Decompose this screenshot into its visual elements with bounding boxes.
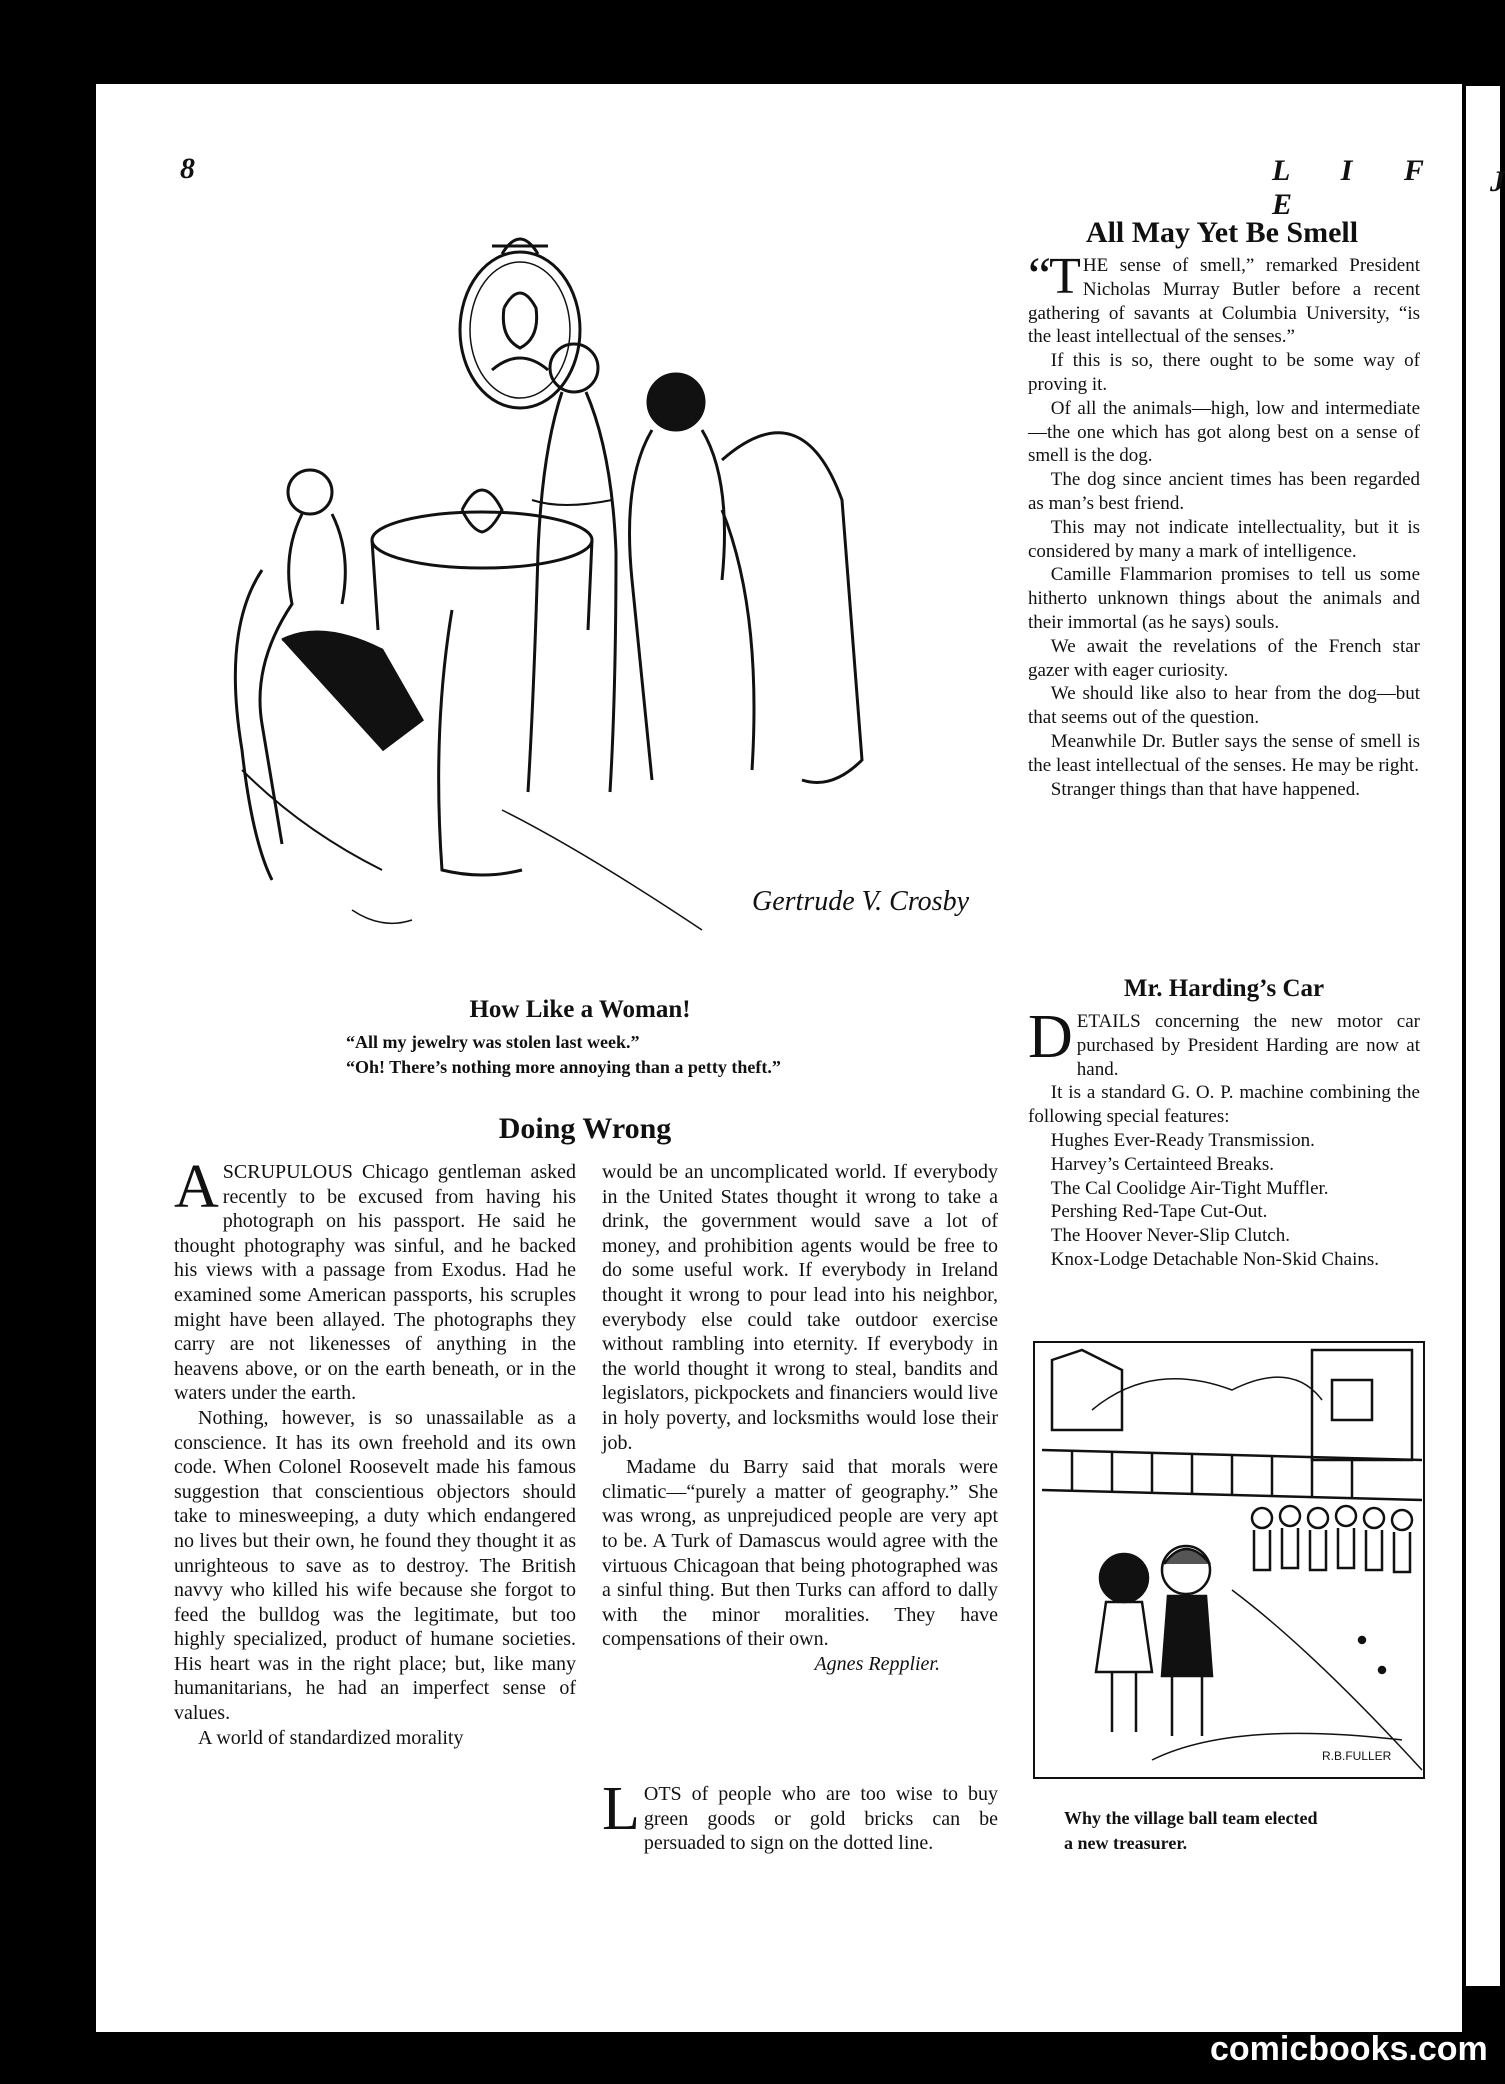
paragraph: would be an uncomplicated world. If everybody in the United States thought it wrong to take a drink, the government would save a lot of money, and prohibition agents would be free to do some useful work. If everybody in Ireland thought it wrong to pour lead into his neighbor, everybody else could take outdoor exercise without rambling into eternity. If everybody in the world thought it wrong to steal, bandits and legislators, pickpockets and financiers would live in holy poverty, and locksmiths would lose their job. [602, 1161, 998, 1454]
paragraph: HE sense of smell,” remarked President Nicholas Murray Butler before a recent gathering of savants at Columbia University, “is the least intellectual of the senses.” [1028, 255, 1420, 348]
next-page-letter: J [1490, 165, 1505, 198]
doing-wrong-column-1 [174, 1153, 576, 1750]
magazine-title: L I F E [1272, 154, 1446, 221]
paragraph: It is a standard G. O. P. machine combining the following special features: [1028, 1082, 1420, 1128]
parlor-illustration-icon [202, 210, 969, 995]
feature-item: Pershing Red-Tape Cut-Out. [1050, 1201, 1268, 1223]
paragraph: The dog since ancient times has been regarded as man’s best friend. [1028, 469, 1420, 514]
dropcap: L [602, 1775, 640, 1843]
illustrator-signature: Gertrude V. Crosby [752, 886, 969, 917]
cartoon-caption-line-1: “All my jewelry was stolen last week.” [346, 1032, 640, 1052]
paragraph: OTS of people who are too wise to buy green goods or gold bricks can be persuaded to sign on the dotted line. [643, 1783, 998, 1855]
harding-title: Mr. Harding’s Car [1123, 975, 1325, 1002]
paragraph: Nothing, however, is so unassailable as a conscience. It has its own freehold and its own code. When Colonel Roosevelt made his famous suggestion that conscientious objectors should take to minesweeping, a duty which endangered no lives but their own, he found they thought it as unrighteous to save as to destroy. The British navvy who killed his wife because she forgot to feed the bulldog was the legitimate, but too highly specialized, product of humane societies. His heart was in the right place; but, like many humanitarians, he had an imperfect sense of values. [174, 1406, 576, 1725]
feature-item: Hughes Ever-Ready Transmission. [1050, 1129, 1315, 1151]
feature-item: Harvey’s Certainteed Breaks. [1050, 1153, 1274, 1175]
author-signature: Agnes Repplier. [814, 1652, 940, 1675]
cartoon-caption-line-2: a new treasurer. [1064, 1833, 1188, 1853]
dropcap: A [174, 1153, 219, 1221]
paragraph: Stranger things than that have happened. [1050, 778, 1360, 800]
ball-team-illustration-icon [1032, 1340, 1426, 1780]
doing-wrong-title: Doing Wrong [498, 1112, 672, 1145]
lots-paragraph [602, 1775, 998, 1856]
paragraph: Madame du Barry said that morals were climatic—“purely a matter of geography.” She was wrong, as unprejudiced people are very apt to be. A Turk of Damascus would agree with the virtuous Chicagoan that being photographed was a sinful thing. But then Turks can afford to dally with the minor moralities. They have compensations of their own. [602, 1456, 998, 1651]
paragraph: ETAILS concerning the new motor car purchased by President Harding are now at hand. [1076, 1011, 1420, 1080]
paragraph: Meanwhile Dr. Butler says the sense of smell is the least intellectual of the senses. He may be right. [1028, 730, 1420, 776]
cartoon-caption-line-1: Why the village ball team elected [1064, 1808, 1318, 1828]
cartoon-caption-line-2: “Oh! There’s nothing more annoying than a petty theft.” [346, 1057, 781, 1077]
paragraph: We should like also to hear from the dog—but that seems out of the question. [1028, 683, 1420, 729]
smell-title: All May Yet Be Smell [1085, 216, 1359, 249]
feature-item: The Hoover Never-Slip Clutch. [1050, 1225, 1290, 1247]
next-page-edge [1466, 86, 1500, 1986]
dropcap: D [1028, 1003, 1073, 1071]
cartoon-title: How Like a Woman! [469, 996, 691, 1023]
paragraph: Of all the animals—high, low and intermediate—the one which has got along best on a sense of smell is the dog. [1028, 397, 1420, 467]
smell-column [1028, 248, 1420, 801]
doing-wrong-column-2 [602, 1160, 998, 1676]
dropcap: “T [1028, 248, 1079, 305]
paragraph: A world of standardized morality [198, 1726, 464, 1749]
site-watermark: comicbooks.com [1210, 2030, 1488, 2068]
paragraph: Camille Flammarion promises to tell us some hitherto unknown things about the animals and their immortal (as he says) souls. [1028, 564, 1420, 633]
paragraph: Knox-Lodge Detachable Non-Skid Chains. [1050, 1248, 1380, 1270]
paragraph: SCRUPULOUS Chicago gentleman asked recently to be excused from having his photograph on his passport. He said he thought photography was sinful, and he backed his views with a passage from Exodus. Had he examined some American passports, his scruples might have been allayed. The photographs they carry are not likenesses of anything in the heavens above, or on the earth beneath, or in the waters under the earth. [174, 1161, 576, 1405]
feature-item: The Cal Coolidge Air-Tight Muffler. [1050, 1177, 1329, 1199]
page-number: 8 [180, 152, 195, 185]
harding-column [1028, 1003, 1420, 1272]
illustrator-signature: R.B.FULLER [1322, 1749, 1392, 1763]
paragraph: This may not indicate intellectuality, but it is considered by many a mark of intelligence. [1028, 516, 1420, 562]
paragraph: We await the revelations of the French star gazer with eager curiosity. [1028, 635, 1420, 681]
paragraph: If this is so, there ought to be some way of proving it. [1028, 350, 1420, 395]
